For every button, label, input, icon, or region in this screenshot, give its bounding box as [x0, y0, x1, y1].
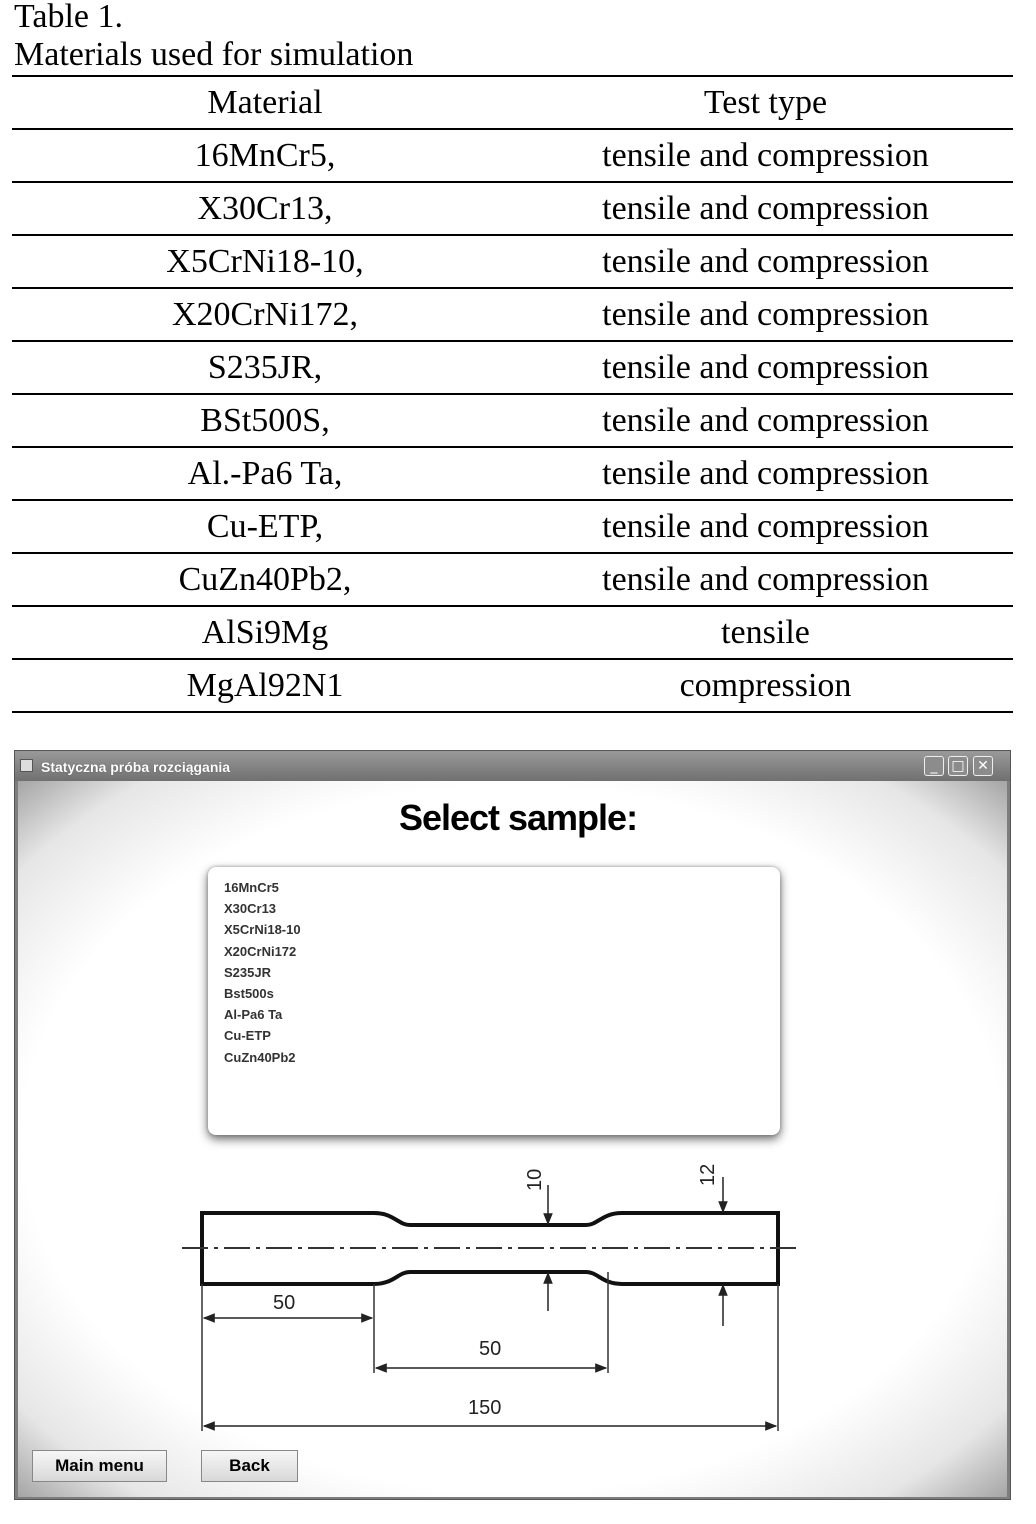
header-material: Material [207, 83, 323, 121]
material-cell: 16MnCr5, [194, 136, 336, 174]
table-row [12, 395, 1013, 448]
list-item[interactable]: Bst500s [224, 985, 274, 1001]
test-type-cell: tensile and compression [602, 295, 929, 333]
app-window [14, 750, 1011, 1500]
material-cell: X20CrNi172, [171, 295, 359, 333]
table-row [12, 448, 1013, 501]
material-cell: S235JR, [207, 348, 323, 386]
minimize-button[interactable]: _ [924, 756, 944, 776]
test-type-cell: tensile [721, 613, 810, 651]
main-menu-button[interactable]: Main menu [32, 1450, 167, 1482]
table-header-row [12, 77, 1013, 130]
dim-label-12: 12 [697, 1163, 719, 1186]
title-bar[interactable] [15, 751, 1010, 781]
table-row [12, 289, 1013, 342]
test-type-cell: tensile and compression [602, 348, 929, 386]
window-title: Statyczna próba rozciągania [41, 759, 231, 775]
table-row [12, 183, 1013, 236]
list-item[interactable]: Cu-ETP [224, 1028, 271, 1044]
table-row [12, 607, 1013, 660]
table-row [12, 501, 1013, 554]
page-title: Select sample: [398, 797, 638, 838]
test-type-cell: tensile and compression [602, 401, 929, 439]
material-cell: Al.-Pa6 Ta, [187, 454, 343, 492]
test-type-cell: tensile and compression [602, 560, 929, 598]
material-cell: X30Cr13, [197, 189, 333, 227]
test-type-cell: tensile and compression [602, 454, 929, 492]
list-item[interactable]: X5CrNi18-10 [224, 922, 301, 938]
test-type-cell: tensile and compression [602, 507, 929, 545]
app-icon [20, 759, 33, 772]
list-item[interactable]: 16MnCr5 [224, 880, 279, 895]
material-cell: CuZn40Pb2, [178, 560, 352, 598]
dim-label-50-left: 50 [273, 1292, 296, 1314]
list-item[interactable]: Al-Pa6 Ta [224, 1007, 283, 1023]
dim-label-10: 10 [524, 1168, 546, 1191]
table-row [12, 130, 1013, 183]
close-button[interactable]: ✕ [973, 756, 993, 776]
list-item[interactable]: S235JR [224, 964, 271, 980]
material-cell: MgAl92N1 [186, 666, 344, 704]
table-row [12, 236, 1013, 289]
materials-table [12, 75, 1013, 713]
material-cell: BSt500S, [200, 401, 330, 439]
main-panel [18, 781, 1007, 1497]
specimen-drawing [18, 781, 1007, 1497]
material-cell: X5CrNi18-10, [166, 242, 364, 280]
header-test-type: Test type [703, 83, 828, 121]
test-type-cell: tensile and compression [602, 242, 929, 280]
material-cell: Cu-ETP, [206, 507, 324, 545]
table-label: Table 1. [14, 0, 124, 35]
back-button[interactable]: Back [201, 1450, 298, 1482]
material-cell: AlSi9Mg [201, 613, 329, 651]
test-type-cell: tensile and compression [602, 189, 929, 227]
list-item[interactable]: X20CrNi172 [224, 943, 297, 959]
dim-label-50-mid: 50 [479, 1338, 502, 1360]
table-row [12, 342, 1013, 395]
dim-label-150: 150 [468, 1397, 502, 1419]
list-item[interactable]: CuZn40Pb2 [224, 1049, 296, 1065]
list-item[interactable]: X30Cr13 [224, 901, 277, 917]
table-row [12, 660, 1013, 713]
table-title: Materials used for simulation [14, 36, 414, 73]
table-row [12, 554, 1013, 607]
test-type-cell: compression [679, 666, 852, 704]
test-type-cell: tensile and compression [602, 136, 929, 174]
maximize-button[interactable]: □ [948, 756, 968, 776]
